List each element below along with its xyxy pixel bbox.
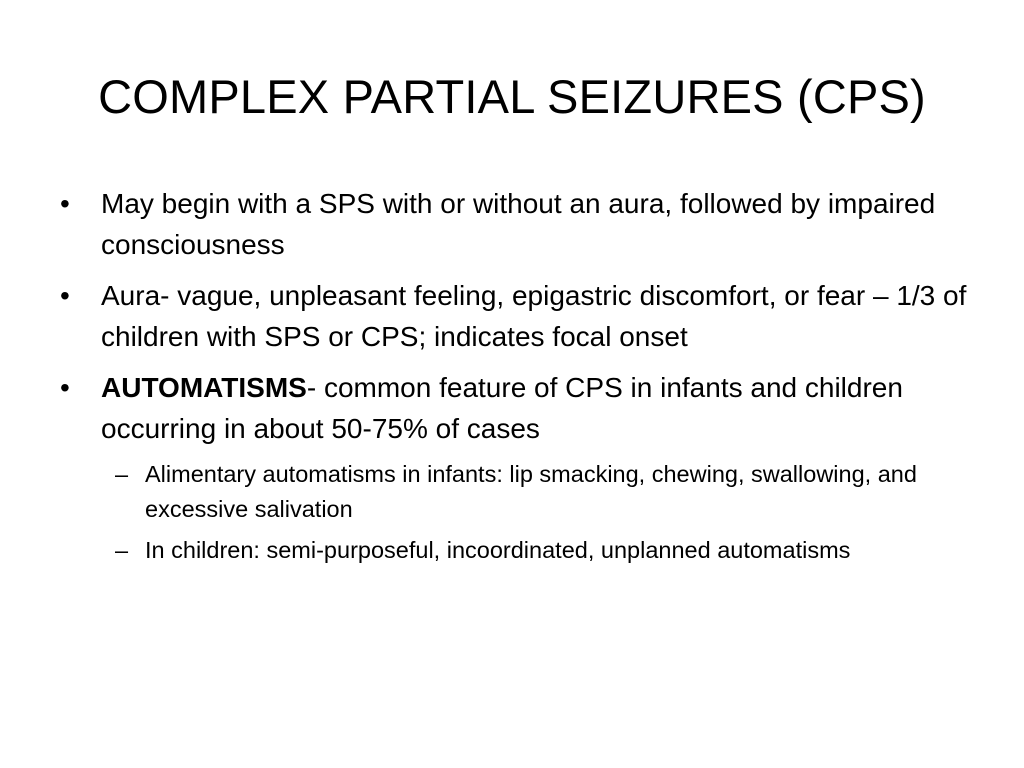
- bullet-text: Aura- vague, unpleasant feeling, epigastric discomfort, or fear – 1/3 of children with SPS or CPS; indicates focal onset: [101, 280, 967, 352]
- sub-bullet-text: In children: semi-purposeful, incoordinated, unplanned automatisms: [145, 537, 851, 563]
- bullet-text: May begin with a SPS with or without an aura, followed by impaired consciousness: [101, 188, 936, 260]
- bullet-item: [58, 367, 988, 449]
- bullet-text: - common feature of CPS in infants and children occurring in about 50-75% of cases: [101, 372, 903, 444]
- bullet-marker: •: [60, 372, 70, 403]
- sub-bullet-text: Alimentary automatisms in infants: lip smacking, chewing, swallowing, and excessive salivation: [145, 461, 917, 522]
- sub-bullet-marker: –: [115, 461, 129, 487]
- bullet-bold-term: AUTOMATISMS: [101, 372, 307, 403]
- sub-bullet-item: [58, 457, 988, 527]
- sub-bullet-item: [58, 533, 988, 568]
- bullet-marker: •: [60, 280, 70, 311]
- bullet-item: [58, 183, 988, 265]
- sub-bullet-marker: –: [115, 537, 129, 563]
- slide-title: COMPLEX PARTIAL SEIZURES (CPS): [98, 70, 926, 123]
- bullet-item: [58, 275, 988, 357]
- bullet-list: [58, 183, 988, 576]
- bullet-marker: •: [60, 188, 70, 219]
